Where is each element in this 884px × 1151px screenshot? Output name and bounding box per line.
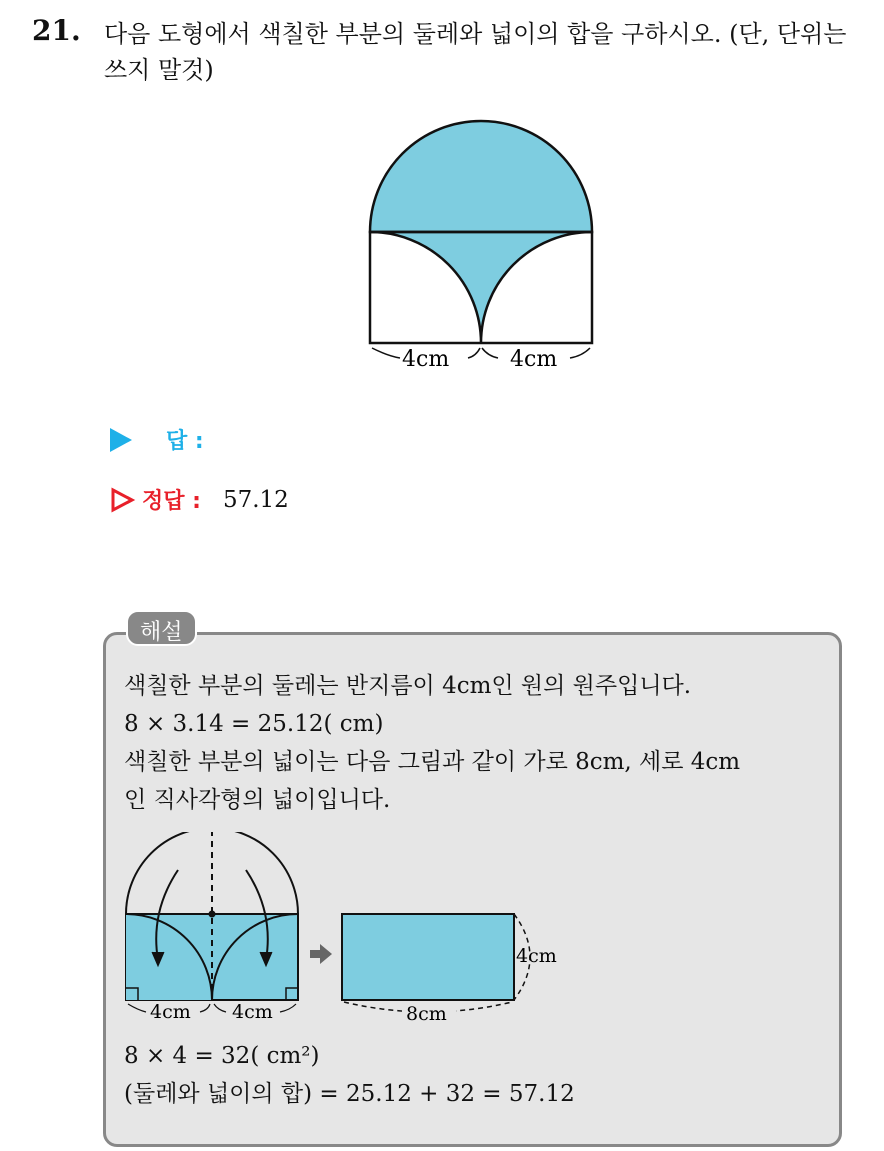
right-arrow-icon (310, 944, 332, 964)
right-dimension-label: 4cm (510, 347, 558, 372)
solution-height-label: 4cm (516, 945, 557, 967)
solution-right-label: 4cm (232, 1001, 273, 1023)
solution-line-2: 8 × 3.14 = 25.12( cm) (124, 711, 384, 737)
answer-label: 답 : (166, 429, 204, 454)
question-number: 21. (32, 14, 81, 47)
solution-result-rect (342, 914, 514, 1000)
solution-line-1: 색칠한 부분의 둘레는 반지름이 4cm인 원의 원주입니다. (124, 673, 692, 699)
correct-answer-label: 정답 : (142, 489, 201, 514)
solution-line-4: 인 직사각형의 넓이입니다. (124, 787, 391, 813)
answer-row (110, 424, 204, 455)
play-triangle-icon (110, 428, 132, 452)
left-dimension-label: 4cm (402, 347, 450, 372)
solution-tag: 해설 (126, 610, 197, 646)
shaded-semicircle (370, 121, 592, 232)
main-figure (360, 118, 610, 380)
solution-figure (120, 832, 580, 1032)
solution-line-3: 색칠한 부분의 넓이는 다음 그림과 같이 가로 8cm, 세로 4cm (124, 749, 741, 775)
solution-left-label: 4cm (150, 1001, 191, 1023)
outline-triangle-icon (110, 487, 136, 513)
solution-width-label: 8cm (406, 1003, 447, 1025)
solution-line-6: (둘레와 넓이의 합) = 25.12 + 32 = 57.12 (124, 1081, 575, 1107)
correct-answer-row (110, 484, 289, 515)
correct-answer-value: 57.12 (222, 486, 289, 513)
question-text: 다음 도형에서 색칠한 부분의 둘레와 넓이의 합을 구하시오. (단, 단위는 쓰지 말것) (104, 20, 847, 84)
shaded-cusp (370, 232, 592, 343)
solution-line-5: 8 × 4 = 32( cm²) (124, 1043, 320, 1069)
